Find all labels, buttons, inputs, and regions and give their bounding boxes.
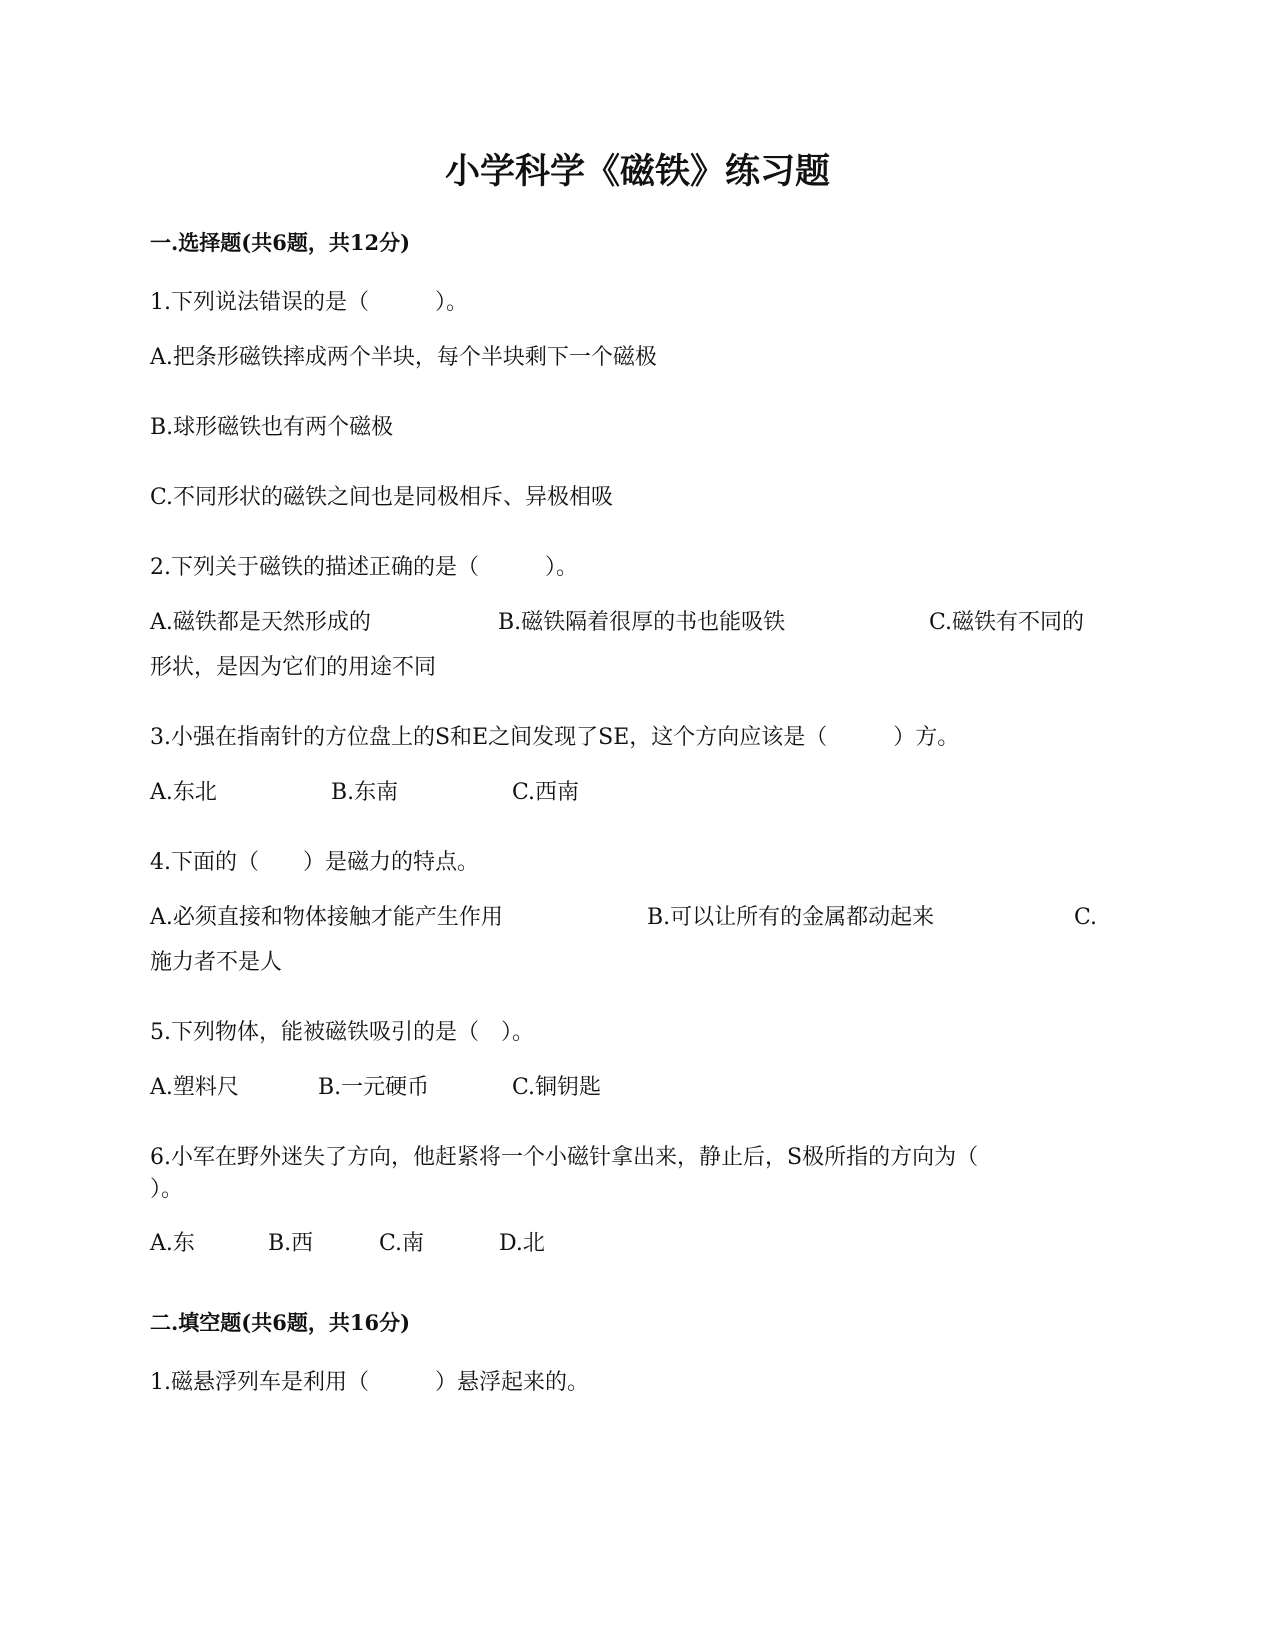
question-3-option-b: B.东南: [331, 780, 399, 805]
question-6-stem-continuation: ）。: [150, 1177, 184, 1202]
question-4-option-c: C.: [1074, 905, 1098, 930]
question-4-stem: 4.下面的（ ）是磁力的特点。: [150, 850, 479, 875]
question-2-option-b: B.磁铁隔着很厚的书也能吸铁: [498, 610, 786, 635]
question-6-option-c: C.南: [379, 1231, 425, 1256]
question-2-option-c-continuation: 形状，是因为它们的用途不同: [150, 655, 437, 680]
question-5-option-c: C.铜钥匙: [512, 1075, 602, 1100]
question-6-stem: 6.小军在野外迷失了方向，他赶紧将一个小磁针拿出来，静止后，S极所指的方向为（: [150, 1145, 979, 1170]
question-6-option-d: D.北: [499, 1231, 545, 1256]
question-4-option-a: A.必须直接和物体接触才能产生作用: [150, 905, 503, 930]
question-1-stem: 1.下列说法错误的是（ ）。: [150, 290, 468, 315]
question-4-option-b: B.可以让所有的金属都动起来: [647, 905, 935, 930]
section-heading-multiple-choice: 一.选择题(共6题，共12分): [150, 230, 411, 255]
question-3-option-c: C.西南: [512, 780, 580, 805]
question-1-option-c: C.不同形状的磁铁之间也是同极相斥、异极相吸: [150, 485, 614, 510]
question-6-option-b: B.西: [268, 1231, 314, 1256]
question-3-stem: 3.小强在指南针的方位盘上的S和E之间发现了SE，这个方向应该是（ ）方。: [150, 725, 960, 750]
fill-question-1-stem: 1.磁悬浮列车是利用（ ）悬浮起来的。: [150, 1370, 589, 1395]
question-2-stem: 2.下列关于磁铁的描述正确的是（ ）。: [150, 555, 578, 580]
section-heading-fill-in: 二.填空题(共6题，共16分): [150, 1310, 411, 1335]
question-5-option-a: A.塑料尺: [150, 1075, 239, 1100]
question-4-option-c-continuation: 施力者不是人: [150, 950, 283, 975]
question-1-option-a: A.把条形磁铁摔成两个半块，每个半块剩下一个磁极: [150, 345, 657, 370]
question-2-option-c: C.磁铁有不同的: [929, 610, 1085, 635]
question-5-stem: 5.下列物体，能被磁铁吸引的是（ ）。: [150, 1020, 534, 1045]
question-6-option-a: A.东: [150, 1231, 195, 1256]
question-1-option-b: B.球形磁铁也有两个磁极: [150, 415, 394, 440]
question-3-option-a: A.东北: [150, 780, 217, 805]
page-title: 小学科学《磁铁》练习题: [444, 151, 830, 192]
question-2-option-a: A.磁铁都是天然形成的: [150, 610, 371, 635]
question-5-option-b: B.一元硬币: [318, 1075, 430, 1100]
